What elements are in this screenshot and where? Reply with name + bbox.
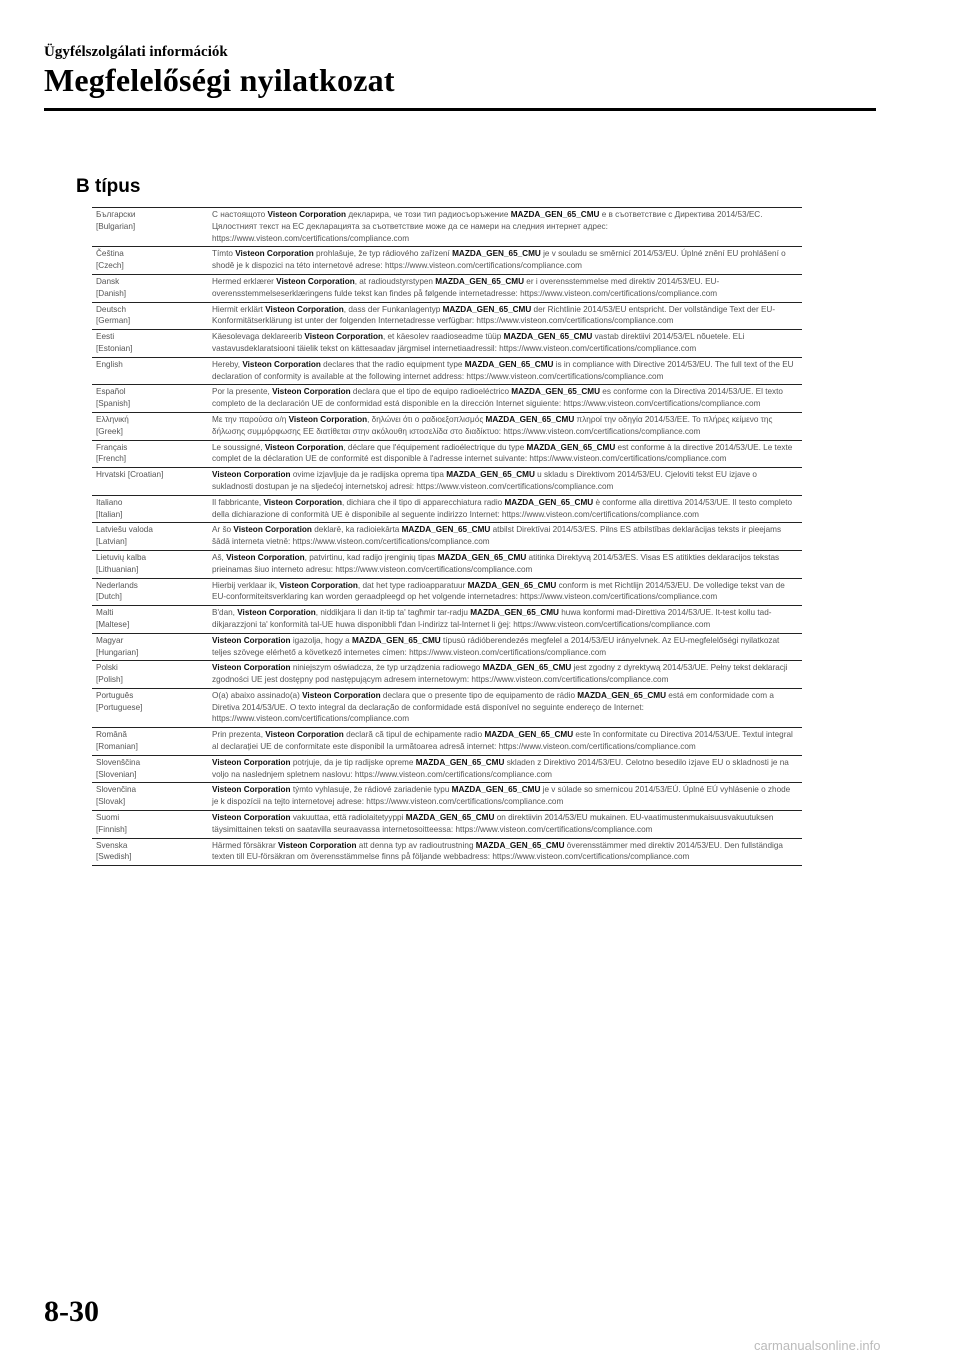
declaration-text-cell bbox=[208, 357, 802, 385]
manufacturer-name: Visteon Corporation bbox=[212, 813, 291, 823]
language-name: Suomi bbox=[96, 813, 120, 823]
declaration-text: niniejszym oświadcza, że typ urządzenia radiowego bbox=[290, 663, 483, 673]
declaration-text: , niddikjara li dan it-tip ta' tagħmir tar-radju bbox=[315, 608, 471, 618]
declaration-text: Hereby, bbox=[212, 359, 243, 369]
language-cell bbox=[92, 578, 208, 606]
language-name: Português bbox=[96, 690, 134, 700]
declaration-text: is in compliance with Directive 2014/53/EU. The full text of the EU declaration of conformity is available at the following internet address: https://www.visteon.com/certifications/compliance.com bbox=[212, 359, 794, 381]
equipment-type: MAZDA_GEN_65_CMU bbox=[435, 276, 524, 286]
equipment-type: MAZDA_GEN_65_CMU bbox=[485, 414, 575, 424]
language-english-name: [German] bbox=[96, 316, 131, 326]
watermark: carmanualsonline.info bbox=[754, 1338, 881, 1353]
declaration-text: es conforme con la Directiva 2014/53/UE. El texto completo de la declaración UE de conformidad está disponible en la dirección Internet siguiente: https://www.visteon.com/certifications/compliance.com bbox=[212, 387, 783, 409]
equipment-type: MAZDA_GEN_65_CMU bbox=[504, 497, 594, 507]
declaration-text-cell bbox=[208, 783, 802, 811]
declaration-row bbox=[92, 550, 802, 578]
equipment-type: MAZDA_GEN_65_CMU bbox=[464, 359, 554, 369]
language-english-name: [Romanian] bbox=[96, 742, 138, 752]
language-english-name: [Estonian] bbox=[96, 343, 133, 353]
declaration-text: överensstämmer med direktiv 2014/53/EU. Den fullständiga texten till EU-försäkran om överensstämmelse finns på följande webbadress: https://www.visteon.com/certifications/compliance.com bbox=[212, 840, 783, 862]
declaration-text: Prin prezenta, bbox=[212, 730, 266, 740]
declaration-text: πληροί την οδηγία 2014/53/ΕΕ. Το πλήρες κείμενο της δήλωσης συμμόρφωσης ΕΕ διατίθεται στην ακόλουθη ιστοσελίδα στο διαδίκτυο: https://www.visteon.com/certifications/compliance.com bbox=[212, 414, 773, 436]
language-name: Hrvatski [Croatian] bbox=[96, 470, 164, 480]
declaration-text: Por la presente, bbox=[212, 387, 273, 397]
language-name: Ελληνική bbox=[96, 414, 129, 424]
language-cell bbox=[92, 661, 208, 689]
declaration-text: conform is met Richtlijn 2014/53/EU. De volledige tekst van de EU-conformiteitsverklaring kan worden geraadpleegd op het volgende internetadres: https://www.visteon.com/certifications/compliance.com bbox=[212, 580, 785, 602]
manufacturer-name: Visteon Corporation bbox=[237, 608, 316, 618]
declaration-row bbox=[92, 357, 802, 385]
declaration-text-cell bbox=[208, 302, 802, 330]
section-label: Ügyfélszolgálati információk bbox=[44, 44, 228, 60]
equipment-type: MAZDA_GEN_65_CMU bbox=[577, 690, 667, 700]
declaration-text: , patvirtinu, kad radijo įrenginių tipas bbox=[304, 552, 438, 562]
language-name: Eesti bbox=[96, 332, 115, 342]
declaration-text: declara que o presente tipo de equipamento de rádio bbox=[380, 690, 578, 700]
manufacturer-name: Visteon Corporation bbox=[276, 276, 355, 286]
declaration-text: deklarē, ka radioiekārta bbox=[311, 525, 402, 535]
declaration-text-cell bbox=[208, 633, 802, 661]
declaration-text: Hiermit erklärt bbox=[212, 304, 266, 314]
declaration-text: declares that the radio equipment type bbox=[320, 359, 465, 369]
language-name: Română bbox=[96, 730, 127, 740]
declaration-text: Hermed erklærer bbox=[212, 276, 277, 286]
language-cell bbox=[92, 440, 208, 468]
equipment-type: MAZDA_GEN_65_CMU bbox=[352, 635, 441, 645]
declaration-text: , at radioudstyrstypen bbox=[354, 276, 436, 286]
manufacturer-name: Visteon Corporation bbox=[265, 730, 344, 740]
declaration-row bbox=[92, 495, 802, 523]
declaration-text: týmto vyhlasuje, že rádiové zariadenie typu bbox=[290, 785, 452, 795]
language-cell bbox=[92, 208, 208, 247]
declaration-text-cell bbox=[208, 495, 802, 523]
language-name: Malti bbox=[96, 608, 114, 618]
language-cell bbox=[92, 606, 208, 634]
declaration-row bbox=[92, 274, 802, 302]
declaration-text: , dat het type radioapparatuur bbox=[357, 580, 468, 590]
equipment-type: MAZDA_GEN_65_CMU bbox=[510, 210, 600, 219]
declaration-text: att denna typ av radioutrustning bbox=[356, 840, 476, 850]
equipment-type: MAZDA_GEN_65_CMU bbox=[503, 332, 593, 342]
language-cell bbox=[92, 385, 208, 413]
declaration-text-cell bbox=[208, 412, 802, 440]
declaration-text: , δηλώνει ότι ο ραδιοεξοπλισμός bbox=[367, 414, 486, 424]
declaration-text: está em conformidade com a Diretiva 2014/53/UE. O texto integral da declaração de conformidade está disponível no seguinte endereço de Internet: https://www.visteon.com/certifications/compliance.com bbox=[212, 690, 774, 724]
language-cell bbox=[92, 523, 208, 551]
language-english-name: [Latvian] bbox=[96, 537, 127, 547]
declaration-text: Käesolevaga deklareerib bbox=[212, 332, 305, 342]
declaration-table-wrap bbox=[92, 207, 802, 866]
equipment-type: MAZDA_GEN_65_CMU bbox=[452, 249, 541, 259]
manufacturer-name: Visteon Corporation bbox=[279, 580, 358, 590]
declaration-row bbox=[92, 728, 802, 756]
language-english-name: [Slovak] bbox=[96, 797, 126, 807]
declaration-row bbox=[92, 302, 802, 330]
declaration-text: , et käesolev raadioseadme tüüp bbox=[382, 332, 504, 342]
declaration-text: der Richtlinie 2014/53/EU entspricht. Der vollständige Text der EU-Konformitätserklärung ist unter der folgenden Internetadresse verfügbar: https://www.visteon.com/certifications/compliance.com bbox=[212, 304, 776, 326]
equipment-type: MAZDA_GEN_65_CMU bbox=[484, 730, 574, 740]
language-english-name: [Bulgarian] bbox=[96, 221, 136, 231]
language-english-name: [Maltese] bbox=[96, 619, 130, 629]
manufacturer-name: Visteon Corporation bbox=[233, 525, 312, 535]
language-cell bbox=[92, 550, 208, 578]
language-name: Italiano bbox=[96, 497, 123, 507]
declaration-text: Le soussigné, bbox=[212, 442, 265, 452]
language-english-name: [Polish] bbox=[96, 675, 123, 685]
declaration-row bbox=[92, 247, 802, 275]
equipment-type: MAZDA_GEN_65_CMU bbox=[467, 580, 557, 590]
language-english-name: [Czech] bbox=[96, 261, 124, 271]
manufacturer-name: Visteon Corporation bbox=[288, 414, 368, 424]
declaration-row bbox=[92, 783, 802, 811]
manufacturer-name: Visteon Corporation bbox=[302, 690, 381, 700]
language-english-name: [Portuguese] bbox=[96, 702, 143, 712]
language-english-name: [Swedish] bbox=[96, 852, 132, 862]
manufacturer-name: Visteon Corporation bbox=[212, 663, 291, 673]
declaration-text: skladen z Direktivo 2014/53/EU. Celotno besedilo izjave EU o skladnosti je na voljo na naslednjem spletnem naslovu: https://www.visteon.com/certifications/compliance.com bbox=[212, 757, 789, 779]
language-name: Deutsch bbox=[96, 304, 127, 314]
declaration-text: potrjuje, da je tip radijske opreme bbox=[290, 757, 416, 767]
declaration-text-cell bbox=[208, 385, 802, 413]
declaration-row bbox=[92, 412, 802, 440]
language-name: Čeština bbox=[96, 249, 124, 259]
language-english-name: [Spanish] bbox=[96, 399, 131, 409]
equipment-type: MAZDA_GEN_65_CMU bbox=[415, 757, 505, 767]
declaration-text-cell bbox=[208, 661, 802, 689]
language-english-name: [Finnish] bbox=[96, 824, 127, 834]
language-cell bbox=[92, 412, 208, 440]
language-name: Lietuvių kalba bbox=[96, 552, 147, 562]
equipment-type: MAZDA_GEN_65_CMU bbox=[446, 470, 535, 480]
language-cell bbox=[92, 688, 208, 727]
language-name: Latviešu valoda bbox=[96, 525, 153, 535]
declaration-table-body bbox=[92, 208, 802, 866]
declaration-text: er i overensstemmelse med direktiv 2014/53/EU. EU-overensstemmelseserklæringens fulde tekst kan findes på følgende internetadresse: https://www.visteon.com/certifications/compliance.com bbox=[212, 276, 720, 298]
language-english-name: [Lithuanian] bbox=[96, 564, 139, 574]
declaration-text: Tímto bbox=[212, 249, 236, 259]
equipment-type: MAZDA_GEN_65_CMU bbox=[451, 785, 541, 795]
declaration-text: B'dan, bbox=[212, 608, 238, 618]
declaration-row bbox=[92, 440, 802, 468]
declaration-row bbox=[92, 468, 802, 496]
language-cell bbox=[92, 495, 208, 523]
declaration-text: Ar šo bbox=[212, 525, 234, 535]
declaration-table bbox=[92, 207, 802, 866]
manufacturer-name: Visteon Corporation bbox=[235, 249, 314, 259]
language-name: Svenska bbox=[96, 840, 128, 850]
equipment-type: MAZDA_GEN_65_CMU bbox=[401, 525, 491, 535]
page-number: 8-30 bbox=[44, 1295, 99, 1328]
declaration-text: vakuuttaa, että radiolaitetyyppi bbox=[290, 813, 406, 823]
declaration-text: declara que el tipo de equipo radioeléctrico bbox=[350, 387, 512, 397]
language-cell bbox=[92, 468, 208, 496]
manufacturer-name: Visteon Corporation bbox=[304, 332, 383, 342]
declaration-text: Härmed försäkrar bbox=[212, 840, 278, 850]
equipment-type: MAZDA_GEN_65_CMU bbox=[405, 813, 495, 823]
equipment-type: MAZDA_GEN_65_CMU bbox=[442, 304, 532, 314]
language-english-name: [Dutch] bbox=[96, 592, 122, 602]
equipment-type: MAZDA_GEN_65_CMU bbox=[437, 552, 527, 562]
equipment-type: MAZDA_GEN_65_CMU bbox=[526, 442, 616, 452]
language-cell bbox=[92, 633, 208, 661]
language-english-name: [French] bbox=[96, 454, 127, 464]
declaration-text: declară că tipul de echipamente radio bbox=[343, 730, 485, 740]
language-cell bbox=[92, 274, 208, 302]
declaration-row bbox=[92, 523, 802, 551]
manufacturer-name: Visteon Corporation bbox=[272, 387, 351, 397]
equipment-type: MAZDA_GEN_65_CMU bbox=[475, 840, 565, 850]
language-cell bbox=[92, 811, 208, 839]
manufacturer-name: Visteon Corporation bbox=[264, 442, 344, 452]
declaration-row bbox=[92, 661, 802, 689]
declaration-text-cell bbox=[208, 688, 802, 727]
declaration-text: , dichiara che il tipo di apparecchiatura radio bbox=[341, 497, 505, 507]
manufacturer-name: Visteon Corporation bbox=[226, 552, 305, 562]
declaration-text: è conforme alla direttiva 2014/53/UE. Il testo completo della dichiarazione di conformità UE è disponibile al seguente indirizzo Internet: https://www.visteon.com/certifications/compliance.com bbox=[212, 497, 793, 519]
declaration-text: u skladu s Direktivom 2014/53/EU. Cjeloviti tekst EU izjave o sukladnosti dostupan je na sljedećoj internetskoj adresi: https://www.visteon.com/certifications/compliance.com bbox=[212, 470, 757, 491]
declaration-text-cell bbox=[208, 578, 802, 606]
declaration-text: Με την παρούσα ο/η bbox=[212, 414, 289, 424]
declaration-row bbox=[92, 330, 802, 358]
declaration-text-cell bbox=[208, 755, 802, 783]
declaration-text-cell bbox=[208, 330, 802, 358]
declaration-text-cell bbox=[208, 728, 802, 756]
declaration-text: декларира, че този тип радиосъоръжение bbox=[346, 210, 511, 219]
declaration-text: O(a) abaixo assinado(a) bbox=[212, 690, 303, 700]
declaration-text: ovime izjavljuje da je radijska oprema tipa bbox=[290, 470, 447, 480]
declaration-text-cell bbox=[208, 606, 802, 634]
declaration-text: , déclare que l'équipement radioélectrique du type bbox=[343, 442, 527, 452]
language-cell bbox=[92, 755, 208, 783]
language-english-name: [Danish] bbox=[96, 288, 127, 298]
language-cell bbox=[92, 357, 208, 385]
declaration-text: Hierbij verklaar ik, bbox=[212, 580, 280, 590]
declaration-text: С настоящото bbox=[212, 210, 268, 219]
sub-heading: B típus bbox=[76, 176, 141, 197]
declaration-text: igazolja, hogy a bbox=[290, 635, 352, 645]
declaration-text: jest zgodny z dyrektywą 2014/53/UE. Pełny tekst deklaracji zgodności UE jest dostępny pod następującym adresem internetowym: https://www.visteon.com/certifications/compliance.com bbox=[212, 663, 788, 685]
declaration-row bbox=[92, 811, 802, 839]
declaration-text-cell bbox=[208, 440, 802, 468]
language-name: Български bbox=[96, 210, 136, 219]
declaration-row bbox=[92, 385, 802, 413]
declaration-row bbox=[92, 755, 802, 783]
language-name: Español bbox=[96, 387, 126, 397]
declaration-row bbox=[92, 578, 802, 606]
declaration-row bbox=[92, 688, 802, 727]
equipment-type: MAZDA_GEN_65_CMU bbox=[470, 608, 559, 618]
language-english-name: [Italian] bbox=[96, 509, 123, 519]
language-cell bbox=[92, 783, 208, 811]
declaration-text: vastab direktiivi 2014/53/EL nõuetele. ELi vastavusdeklaratsiooni täielik tekst on kättesaadav järgmisel internetiaadressil: https://www.visteon.com/certifications/compliance.com bbox=[212, 332, 745, 353]
language-english-name: [Hungarian] bbox=[96, 647, 139, 657]
manufacturer-name: Visteon Corporation bbox=[212, 757, 291, 767]
declaration-text-cell bbox=[208, 274, 802, 302]
manufacturer-name: Visteon Corporation bbox=[212, 635, 291, 645]
manufacturer-name: Visteon Corporation bbox=[212, 470, 291, 480]
language-name: Dansk bbox=[96, 276, 120, 286]
manufacturer-name: Visteon Corporation bbox=[242, 359, 321, 369]
declaration-text-cell bbox=[208, 208, 802, 247]
declaration-text: atitinka Direktyvą 2014/53/ES. Visas ES atitikties deklaracijos tekstas prieinamas šiuo interneto adresu: https://www.visteon.com/certifications/compliance.com bbox=[212, 552, 780, 574]
declaration-row bbox=[92, 838, 802, 866]
declaration-text: Il fabbricante, bbox=[212, 497, 264, 507]
manufacturer-name: Visteon Corporation bbox=[212, 785, 291, 795]
declaration-row bbox=[92, 208, 802, 247]
language-name: Slovenščina bbox=[96, 757, 141, 767]
language-name: Français bbox=[96, 442, 128, 452]
declaration-text-cell bbox=[208, 523, 802, 551]
declaration-text: е в съответствие с Директива 2014/53/ЕС. Цялостният текст на ЕС декларацията за съответствие може да се намери на следния интернет адрес: https://www.visteon.com/certifications/compliance.com bbox=[212, 210, 763, 243]
language-cell bbox=[92, 330, 208, 358]
page-title: Megfelelőségi nyilatkozat bbox=[44, 62, 395, 98]
manufacturer-name: Visteon Corporation bbox=[263, 497, 342, 507]
language-cell bbox=[92, 302, 208, 330]
declaration-text-cell bbox=[208, 468, 802, 496]
language-english-name: [Slovenian] bbox=[96, 769, 137, 779]
declaration-row bbox=[92, 606, 802, 634]
language-english-name: [Greek] bbox=[96, 426, 123, 436]
declaration-text: prohlašuje, že typ rádiového zařízení bbox=[313, 249, 453, 259]
declaration-text: típusú rádióberendezés megfelel a 2014/53/EU irányelvnek. Az EU-megfelelőségi nyilatkozat teljes szövege elérhető a következő internetes címen: https://www.visteon.com/certifications/compliance.com bbox=[212, 635, 780, 657]
language-cell bbox=[92, 728, 208, 756]
title-rule bbox=[44, 108, 876, 111]
declaration-text: este în conformitate cu Directiva 2014/53/UE. Textul integral al declarației UE de conformitate este disponibil la următoarea adresă internet: https://www.visteon.com/certifications/compliance.com bbox=[212, 730, 793, 752]
language-name: Nederlands bbox=[96, 580, 138, 590]
manufacturer-name: Visteon Corporation bbox=[267, 210, 347, 219]
declaration-text: huwa konformi mad-Direttiva 2014/53/UE. It-test kollu tad-dikjarazzjoni ta' konformità tal-UE huwa disponibbli f'dan l-indirizz tal-Internet li ġej: https://www.visteon.com/certifications/compliance.com bbox=[212, 608, 772, 629]
language-cell bbox=[92, 247, 208, 275]
declaration-text-cell bbox=[208, 811, 802, 839]
declaration-text-cell bbox=[208, 838, 802, 866]
declaration-text-cell bbox=[208, 247, 802, 275]
language-name: English bbox=[96, 359, 123, 369]
declaration-row bbox=[92, 633, 802, 661]
equipment-type: MAZDA_GEN_65_CMU bbox=[482, 663, 572, 673]
declaration-text: on direktiivin 2014/53/EU mukainen. EU-vaatimustenmukaisuusvakuutuksen täysimittainen teksti on saatavilla seuraavassa internetosoitteessa: https://www.visteon.com/certifications/compliance.com bbox=[212, 813, 774, 834]
declaration-text: Aš, bbox=[212, 552, 227, 562]
language-cell bbox=[92, 838, 208, 866]
manufacturer-name: Visteon Corporation bbox=[277, 840, 357, 850]
language-name: Magyar bbox=[96, 635, 124, 645]
declaration-text: est conforme à la directive 2014/53/UE. Le texte complet de la déclaration UE de conformité est disponible à l'adresse internet suivante: https://www.visteon.com/certifications/compliance.com bbox=[212, 442, 793, 464]
declaration-text: atbilst Direktīvai 2014/53/ES. Pilns ES atbilstības deklarācijas teksts ir pieejams šādā interneta vietnē: https://www.visteon.com/certifications/compliance.com bbox=[212, 525, 782, 547]
language-name: Polski bbox=[96, 663, 118, 673]
declaration-text-cell bbox=[208, 550, 802, 578]
equipment-type: MAZDA_GEN_65_CMU bbox=[511, 387, 601, 397]
declaration-text: , dass der Funkanlagentyp bbox=[343, 304, 443, 314]
manufacturer-name: Visteon Corporation bbox=[265, 304, 344, 314]
declaration-text: je v súlade so smernicou 2014/53/EÚ. Úplné EÚ vyhlásenie o zhode je k dispozícii na tejto internetovej adrese: https://www.visteon.com/certifications/compliance.com bbox=[212, 785, 791, 807]
language-name: Slovenčina bbox=[96, 785, 137, 795]
declaration-text: je v souladu se směrnicí 2014/53/EU. Úplné znění EU prohlášení o shodě je k dispozici na této internetové adrese: https://www.visteon.com/certifications/compliance.com bbox=[212, 249, 786, 271]
